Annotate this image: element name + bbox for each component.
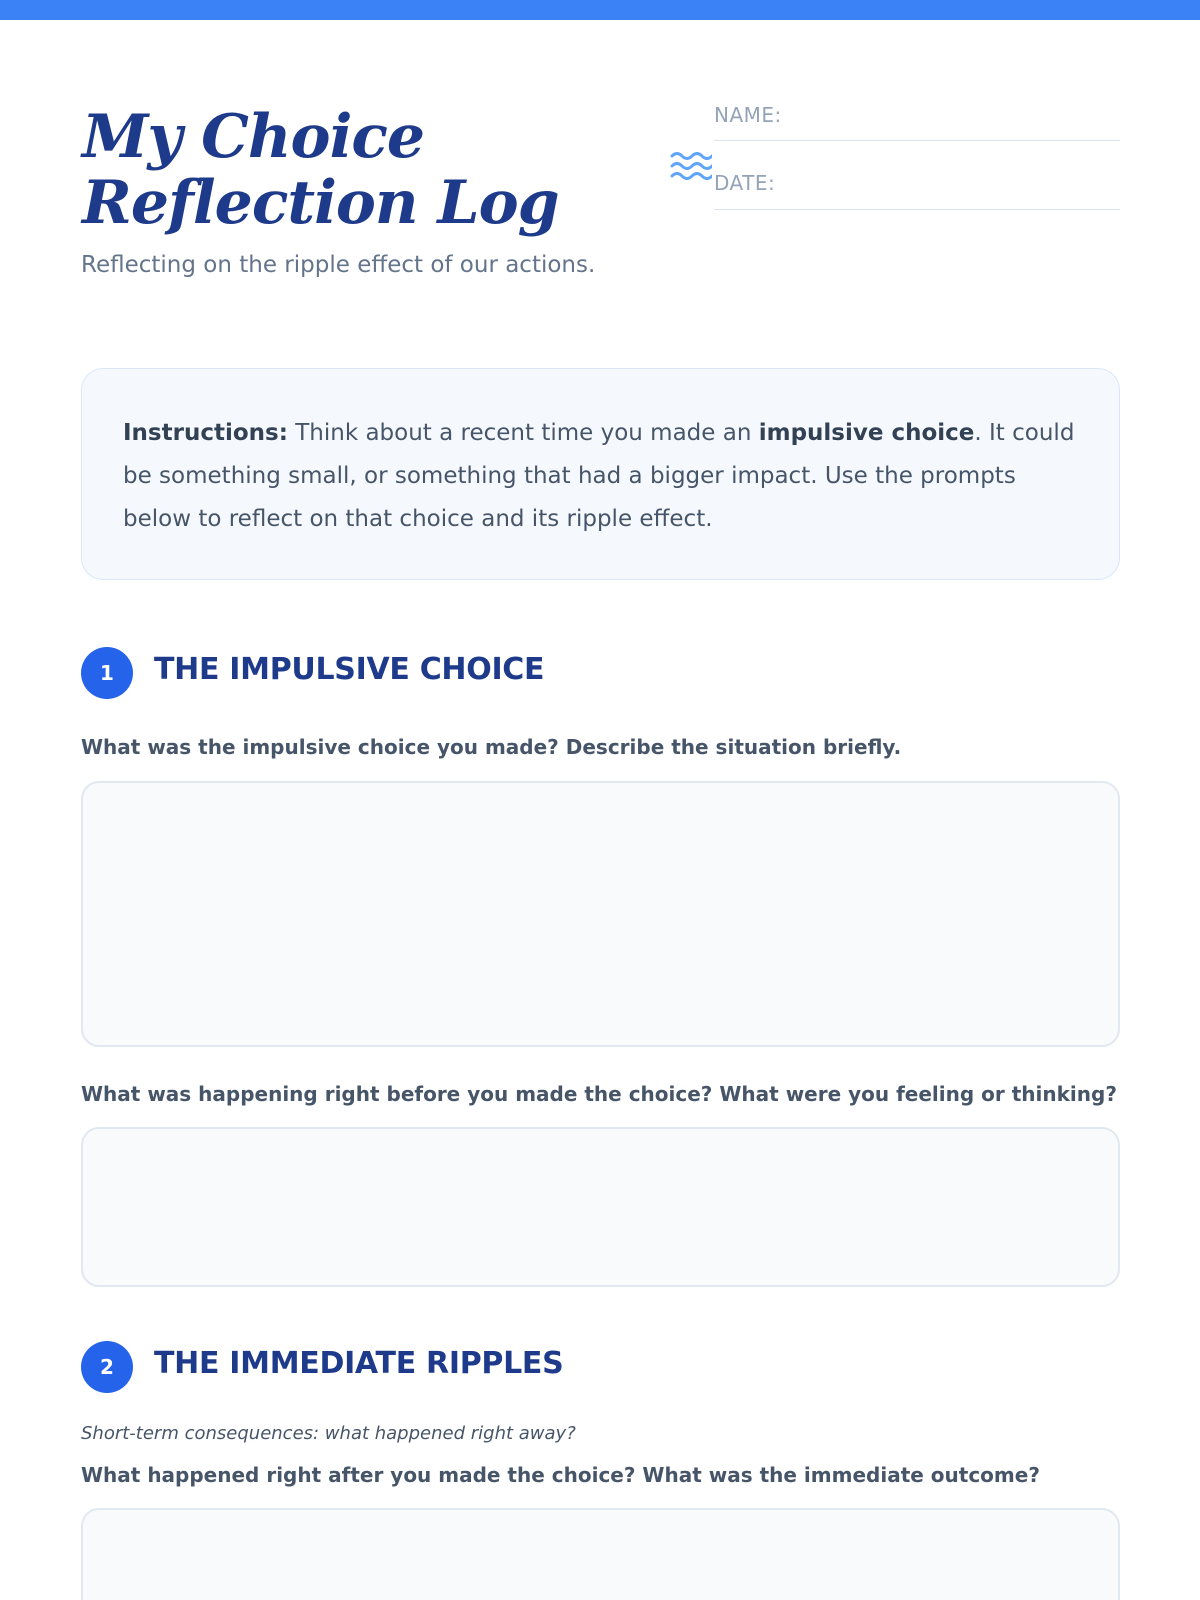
section-2-question-1: What happened right after you made the choice? What was the immediate outcome? [81,1463,1040,1487]
instructions-text-after: . It could be something small, or something that had a bigger impact. Use the prompts below to reflect on that choice and its ripple effect. [123,420,1075,532]
name-field[interactable] [714,103,1120,141]
section-1-question-1: What was the impulsive choice you made? Describe the situation briefly. [81,735,902,759]
name-label: NAME: [714,103,782,127]
section-2-answer-1-box[interactable] [81,1508,1120,1600]
page-title [82,104,559,236]
section-1-answer-2-box[interactable] [81,1127,1120,1287]
instructions-box [81,368,1120,580]
section-1-question-2: What was happening right before you made the choice? What were you feeling or thinking? [81,1082,1117,1106]
page-subtitle: Reflecting on the ripple effect of our actions. [81,252,596,278]
date-field[interactable] [714,171,1120,210]
title-line-1: My Choice [82,102,425,172]
wave-icon [670,150,712,184]
date-label: DATE: [714,171,776,195]
section-2-title: THE IMMEDIATE RIPPLES [154,1346,564,1381]
section-1-answer-1-box[interactable] [81,781,1120,1047]
instructions-lead: Instructions: [123,420,288,446]
top-accent-bar [0,0,1200,20]
section-2-hint: Short-term consequences: what happened right away? [81,1423,576,1444]
title-line-2: Reflection Log [82,168,559,238]
section-1-title: THE IMPULSIVE CHOICE [154,652,545,687]
instructions-text-before: Think about a recent time you made an [287,420,759,446]
section-2-number-badge: 2 [81,1341,133,1393]
instructions-emphasis: impulsive choice [758,420,975,446]
section-1-number-badge: 1 [81,647,133,699]
